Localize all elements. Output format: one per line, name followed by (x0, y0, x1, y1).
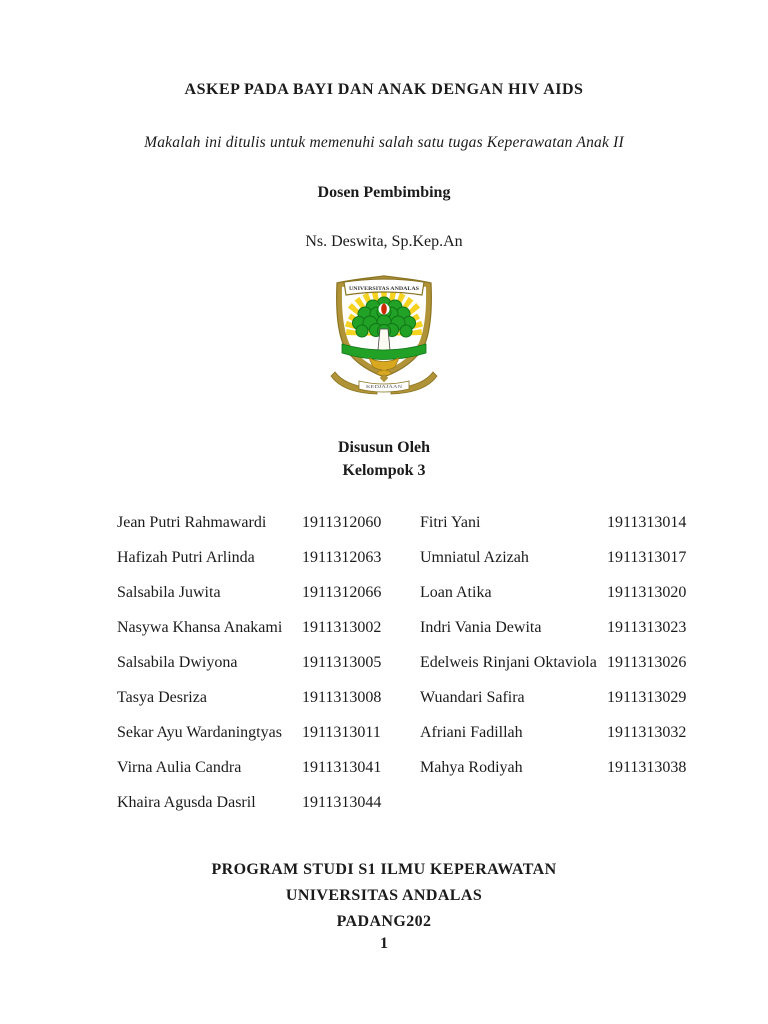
member-row (117, 541, 689, 576)
supervisor-label: Dosen Pembimbing (317, 184, 451, 201)
member-name: Wuandari Safira (420, 688, 525, 706)
member-row (117, 506, 689, 541)
universitas-andalas-seal (329, 274, 439, 396)
logo-wings (331, 372, 437, 394)
member-id: 1911313041 (302, 758, 382, 776)
logo-institution-text: UNIVERSITAS ANDALAS (349, 286, 419, 292)
member-id: 1911313032 (607, 723, 687, 741)
member-name: Mahya Rodiyah (420, 758, 523, 776)
member-id: 1911312060 (302, 514, 382, 532)
page-number: 1 (380, 935, 388, 952)
member-id: 1911312066 (302, 584, 382, 602)
member-table (117, 506, 689, 820)
member-id: 1911313029 (607, 688, 687, 706)
member-name: Fitri Yani (420, 514, 481, 532)
member-id: 1911313008 (302, 688, 382, 706)
member-id: 1911313020 (607, 584, 687, 602)
compiled-by-label: Disusun Oleh (337, 439, 431, 456)
member-name: Hafizah Putri Arlinda (117, 549, 255, 567)
member-id: 1911312063 (302, 549, 382, 567)
member-name: Sekar Ayu Wardaningtyas (117, 723, 282, 741)
member-name: Salsabila Dwiyona (117, 654, 238, 671)
member-name: Loan Atika (420, 584, 492, 602)
member-name: Salsabila Juwita (117, 584, 221, 602)
member-name: Umniatul Azizah (420, 549, 529, 567)
member-name: Virna Aulia Candra (117, 758, 242, 776)
member-id: 1911313017 (607, 549, 687, 567)
member-id: 1911313044 (302, 793, 382, 811)
member-id: 1911313005 (302, 654, 382, 671)
page-title: ASKEP PADA BAYI DAN ANAK DENGAN HIV AIDS (184, 81, 584, 98)
member-row (117, 646, 689, 681)
logo-motto-text: KEDJAJAAN (366, 384, 403, 389)
member-name: Khaira Agusda Dasril (117, 793, 256, 811)
member-row (117, 785, 689, 820)
member-id: 1911313014 (607, 514, 687, 532)
member-row (117, 750, 689, 785)
footer-city-year: PADANG202 (336, 913, 432, 930)
member-row (117, 576, 689, 611)
member-name: Edelweis Rinjani Oktaviola (420, 654, 597, 671)
university-logo-icon (329, 274, 439, 396)
member-id: 1911313038 (607, 758, 687, 776)
member-id: 1911313026 (607, 654, 687, 671)
member-row (117, 715, 689, 750)
member-id: 1911313002 (302, 619, 382, 637)
member-row (117, 680, 689, 715)
member-row (117, 611, 689, 646)
member-id: 1911313023 (607, 619, 687, 637)
supervisor-name: Ns. Deswita, Sp.Kep.An (305, 233, 463, 250)
member-name: Tasya Desriza (117, 688, 207, 706)
member-id: 1911313011 (302, 723, 381, 741)
footer-program: PROGRAM STUDI S1 ILMU KEPERAWATAN (211, 861, 557, 878)
group-label: Kelompok 3 (342, 462, 426, 479)
member-name: Indri Vania Dewita (420, 619, 542, 637)
subtitle: Makalah ini ditulis untuk memenuhi salah satu tugas Keperawatan Anak II (144, 134, 624, 151)
member-name: Jean Putri Rahmawardi (117, 514, 267, 532)
flame-icon (381, 304, 387, 315)
footer-university: UNIVERSITAS ANDALAS (285, 887, 483, 904)
member-name: Nasywa Khansa Anakami (117, 619, 283, 637)
member-name: Afriani Fadillah (420, 723, 523, 741)
